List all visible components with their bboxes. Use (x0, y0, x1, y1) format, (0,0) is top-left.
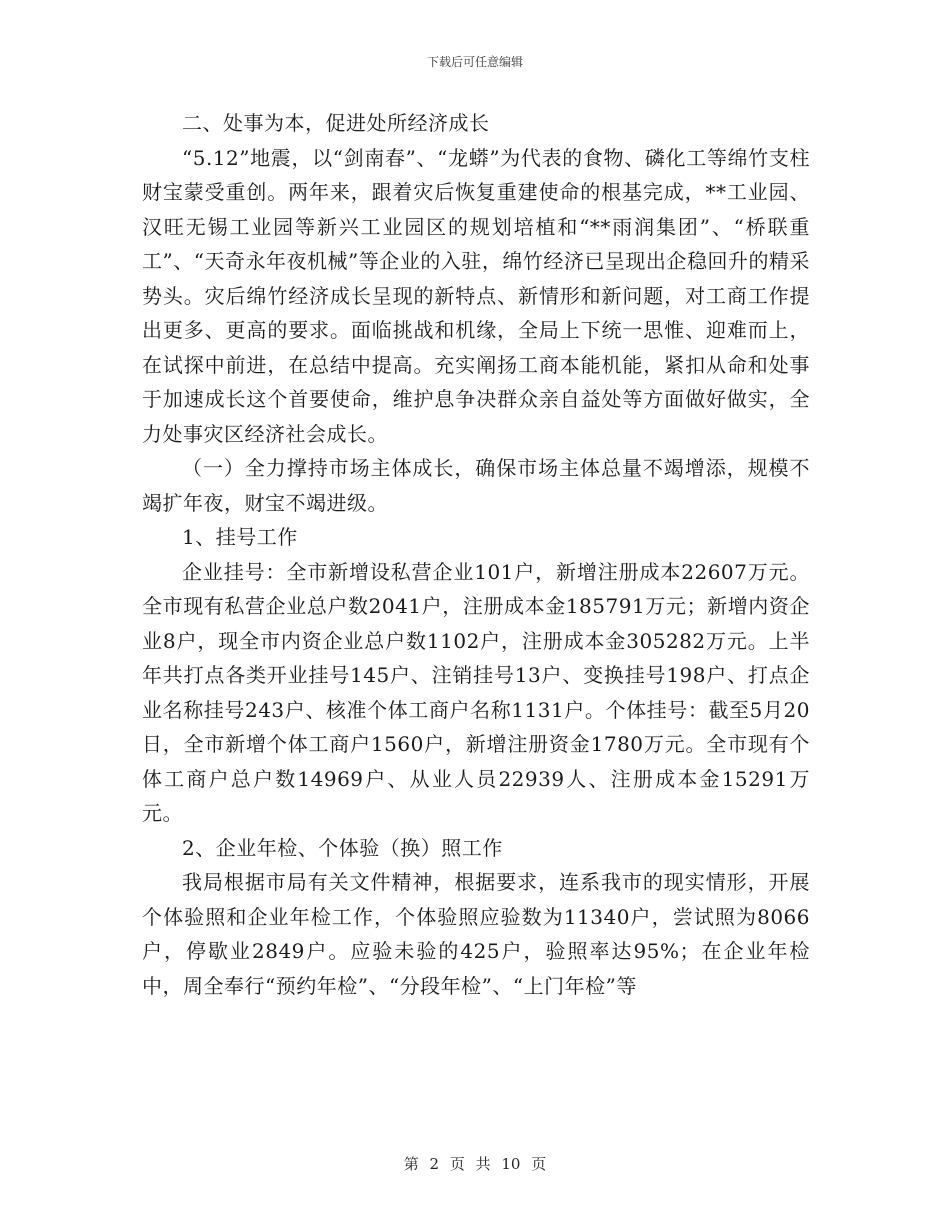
page-footer: 第 2 页 共 10 页 (403, 1155, 547, 1173)
paragraph: 我局根据市局有关文件精神，根据要求，连系我市的现实情形，开展个体验照和企业年检工作，个体验照应验数为11340户，尝试照为8066户，停歇业2849户。应验未验的425户，验照率达95%；在企业年检中，周全奉行“预约年检”、“分段年检”、“上门年检”等 (142, 870, 810, 998)
item-heading: 1、挂号工作 (182, 525, 298, 549)
item-heading: 2、企业年检、个体验（换）照工作 (182, 835, 503, 860)
subsection-heading: （一）全力撑持市场主体成长，确保市场主体总量不竭增添，规模不竭扩年夜，财宝不竭进级。 (142, 456, 810, 515)
paragraph: 企业挂号：全市新增设私营企业101户，新增注册成本22607万元。全市现有私营企业总户数2041户，注册成本金185791万元；新增内资企业8户，现全市内资企业总户数1102户，注册成本金305282万元。上半年共打点各类开业挂号145户、注销挂号13户、变换挂号198户、打点企业名称挂号243户、核准个体工商户名称1131户。个体挂号：截至5月20日，全市新增个体工商户1560户，新增注册资金1780万元。全市现有个体工商户总户数14969户、从业人员22939人、注册成本金15291万元。 (142, 559, 810, 825)
paragraph: “5.12”地震，以“剑南春”、“龙蟒”为代表的食物、磷化工等绵竹支柱财宝蒙受重创。两年来，跟着灾后恢复重建使命的根基完成，**工业园、汉旺无锡工业园等新兴工业园区的规划培植和“**雨润集团”、“桥联重工”、“天奇永年夜机械”等企业的入驻，绵竹经济已呈现出企稳回升的精采势头。灾后绵竹经济成长呈现的新特点、新情形和新问题，对工商工作提出更多、更高的要求。面临挑战和机缘，全局上下统一思惟、迎难而上，在试探中前进，在总结中提高。充实阐扬工商本能机能，紧扣从命和处事于加速成长这个首要使命，维护息争决群众亲自益处等方面做好做实，全力处事灾区经济社会成长。 (142, 145, 810, 446)
page-header: 下载后可任意编辑 (426, 55, 523, 69)
section-heading: 二、处事为本，促进处所经济成长 (182, 111, 490, 135)
document-body (142, 106, 810, 1003)
